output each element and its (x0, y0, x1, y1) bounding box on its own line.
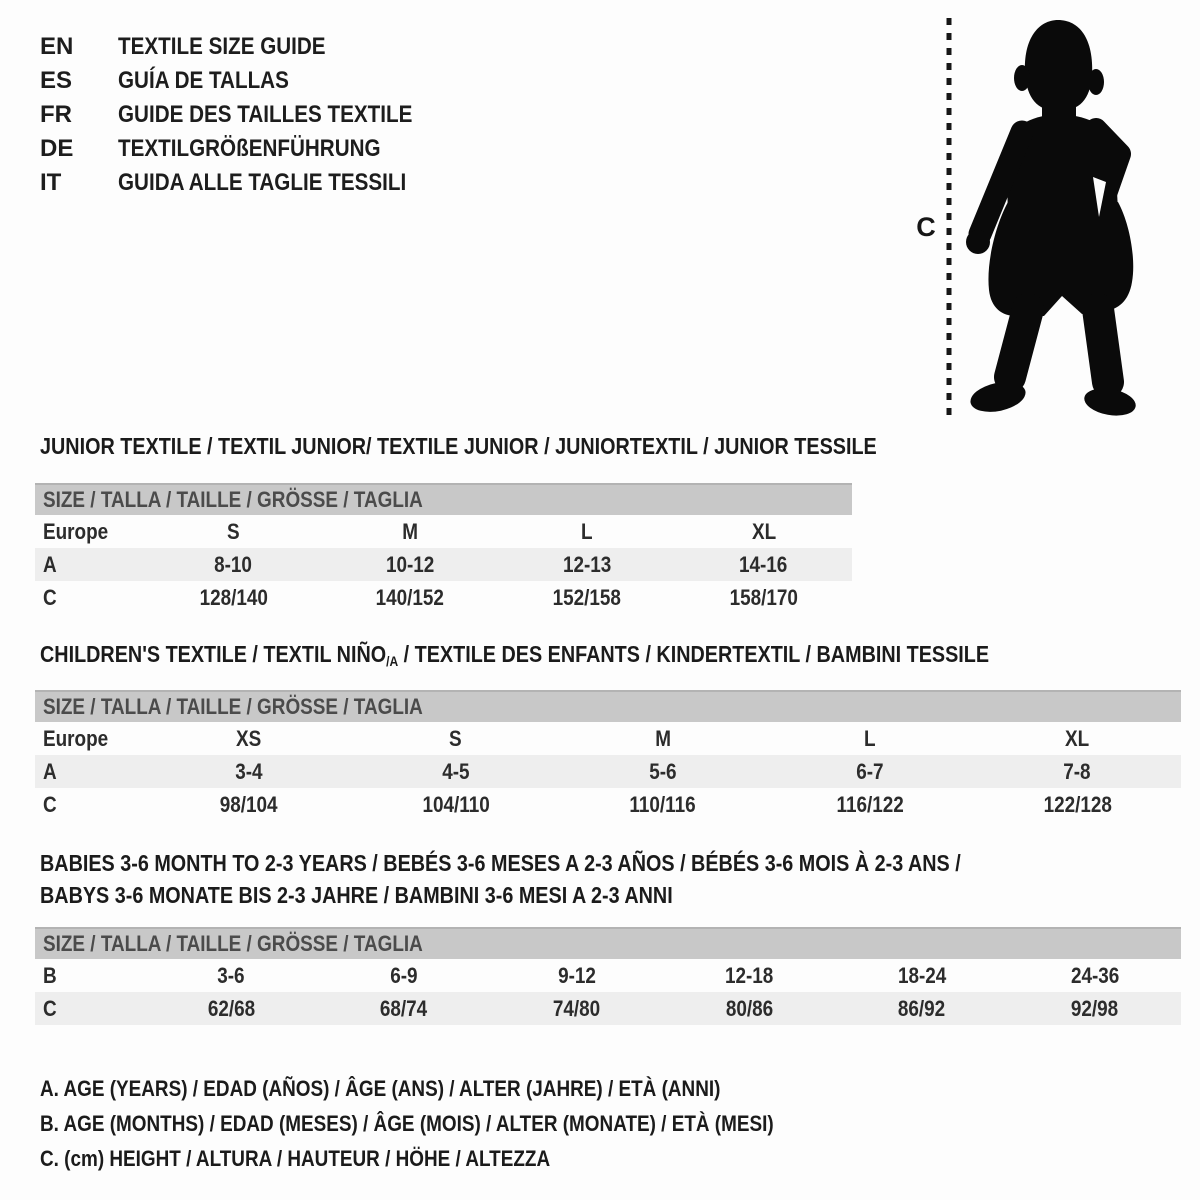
guide-title-de: TEXTILGRÖßENFÜHRUNG (118, 135, 381, 162)
guide-title-fr: GUIDE DES TAILLES TEXTILE (118, 101, 413, 128)
table-cell: 6-7 (856, 758, 884, 784)
language-row-en (40, 30, 460, 64)
size-header-row (35, 691, 1181, 722)
table-cell: 7-8 (1063, 758, 1092, 784)
table-cell: 4-5 (442, 758, 470, 784)
table-cell: 3-4 (234, 758, 263, 784)
babies-title-line1: BABIES 3-6 MONTH TO 2-3 YEARS / BEBÉS 3-6 MESES A 2-3 AÑOS / BÉBÉS 3-6 MOIS À 2-3 ANS / (40, 850, 961, 876)
language-row-de (40, 132, 460, 166)
language-row-fr (40, 98, 460, 132)
row-label: C (43, 791, 57, 817)
table-row (35, 548, 852, 581)
table-cell: 3-6 (217, 962, 245, 988)
table-row (35, 788, 1181, 821)
table-cell: 8-10 (214, 551, 253, 577)
babies-size-table (35, 927, 1181, 1025)
table-cell: 5-6 (649, 758, 677, 784)
table-cell: 68/74 (380, 995, 428, 1021)
legend-line-a: A. AGE (YEARS) / EDAD (AÑOS) / ÂGE (ANS) / ALTER (JAHRE) / ETÀ (ANNI) (40, 1076, 721, 1101)
baby-silhouette (960, 14, 1140, 419)
language-title-list (40, 30, 460, 200)
table-cell: 14-16 (739, 551, 788, 577)
table-cell: 116/122 (836, 791, 904, 817)
table-cell: 128/140 (199, 584, 268, 610)
table-cell: 24-36 (1070, 962, 1119, 988)
table-row (35, 992, 1181, 1025)
size-header-row (35, 484, 852, 515)
table-cell: 12-18 (725, 962, 774, 988)
legend-line-b: B. AGE (MONTHS) / EDAD (MESES) / ÂGE (MOIS) / ALTER (MONATE) / ETÀ (MESI) (40, 1111, 774, 1136)
guide-title-it: GUIDA ALLE TAGLIE TESSILI (118, 169, 407, 196)
language-code: IT (40, 169, 62, 196)
table-cell: 122/128 (1043, 791, 1112, 817)
row-label: Europe (43, 725, 109, 751)
row-label: A (43, 551, 57, 577)
table-cell: 86/92 (898, 995, 946, 1021)
nino-a-subscript: /A (386, 653, 399, 669)
table-row (35, 581, 852, 614)
measure-legend (40, 1071, 893, 1176)
row-label: Europe (43, 518, 109, 544)
junior-size-table (35, 483, 852, 614)
table-row (35, 722, 1181, 755)
language-code: EN (40, 33, 74, 60)
language-code: FR (40, 101, 72, 128)
table-cell: 10-12 (385, 551, 435, 577)
table-cell: XL (1065, 725, 1090, 751)
table-cell: L (581, 518, 593, 544)
legend-line-c: C. (cm) HEIGHT / ALTURA / HAUTEUR / HÖHE / ALTEZZA (40, 1146, 551, 1171)
height-measure-label: C (916, 212, 936, 242)
language-row-it (40, 166, 460, 200)
section-title-junior: JUNIOR TEXTILE / TEXTIL JUNIOR/ TEXTILE JUNIOR / JUNIORTEXTIL / JUNIOR TESSILE (40, 433, 877, 459)
table-cell: 110/116 (629, 791, 697, 817)
table-cell: 12-13 (562, 551, 612, 577)
row-label: C (43, 584, 57, 610)
table-row (35, 755, 1181, 788)
guide-title-es: GUÍA DE TALLAS (118, 67, 289, 94)
row-label: A (43, 758, 57, 784)
language-code: DE (40, 135, 74, 162)
babies-title-line2: BABYS 3-6 MONATE BIS 2-3 JAHRE / BAMBINI 3-6 MESI A 2-3 ANNI (40, 882, 673, 908)
table-cell: 92/98 (1070, 995, 1119, 1021)
height-measure-line (944, 16, 954, 418)
size-header: SIZE / TALLA / TAILLE / GRÖSSE / TAGLIA (43, 931, 423, 956)
section-title-children: CHILDREN'S TEXTILE / TEXTIL $NIÑO_{/A}$ / TEXTILE DES ENFANTS / KINDERTEXTIL / BAMBINI TESSILE (40, 641, 990, 669)
table-row (35, 515, 852, 548)
children-size-table (35, 690, 1181, 821)
table-cell: S (449, 725, 463, 751)
table-cell: XL (751, 518, 776, 544)
table-cell: XS (235, 725, 262, 751)
row-label: B (43, 962, 57, 988)
table-cell: S (227, 518, 240, 544)
language-code: ES (40, 67, 73, 94)
table-cell: M (655, 725, 671, 751)
table-cell: 140/152 (375, 584, 445, 610)
size-header-row (35, 928, 1181, 959)
section-title-babies (40, 847, 1111, 911)
row-label: C (43, 995, 57, 1021)
table-cell: 18-24 (897, 962, 947, 988)
size-header: SIZE / TALLA / TAILLE / GRÖSSE / TAGLIA (43, 487, 423, 512)
table-cell: 80/86 (725, 995, 773, 1021)
table-row (35, 959, 1181, 992)
size-header: SIZE / TALLA / TAILLE / GRÖSSE / TAGLIA (43, 694, 423, 719)
table-cell: 152/158 (552, 584, 622, 610)
language-row-es (40, 64, 460, 98)
table-cell: 74/80 (552, 995, 601, 1021)
table-cell: 98/104 (219, 791, 278, 817)
table-cell: 9-12 (557, 962, 596, 988)
guide-title-en: TEXTILE SIZE GUIDE (118, 33, 326, 60)
table-cell: 6-9 (390, 962, 418, 988)
table-cell: M (402, 518, 418, 544)
table-cell: L (864, 725, 876, 751)
table-cell: 158/170 (729, 584, 798, 610)
table-cell: 62/68 (207, 995, 256, 1021)
table-cell: 104/110 (422, 791, 490, 817)
